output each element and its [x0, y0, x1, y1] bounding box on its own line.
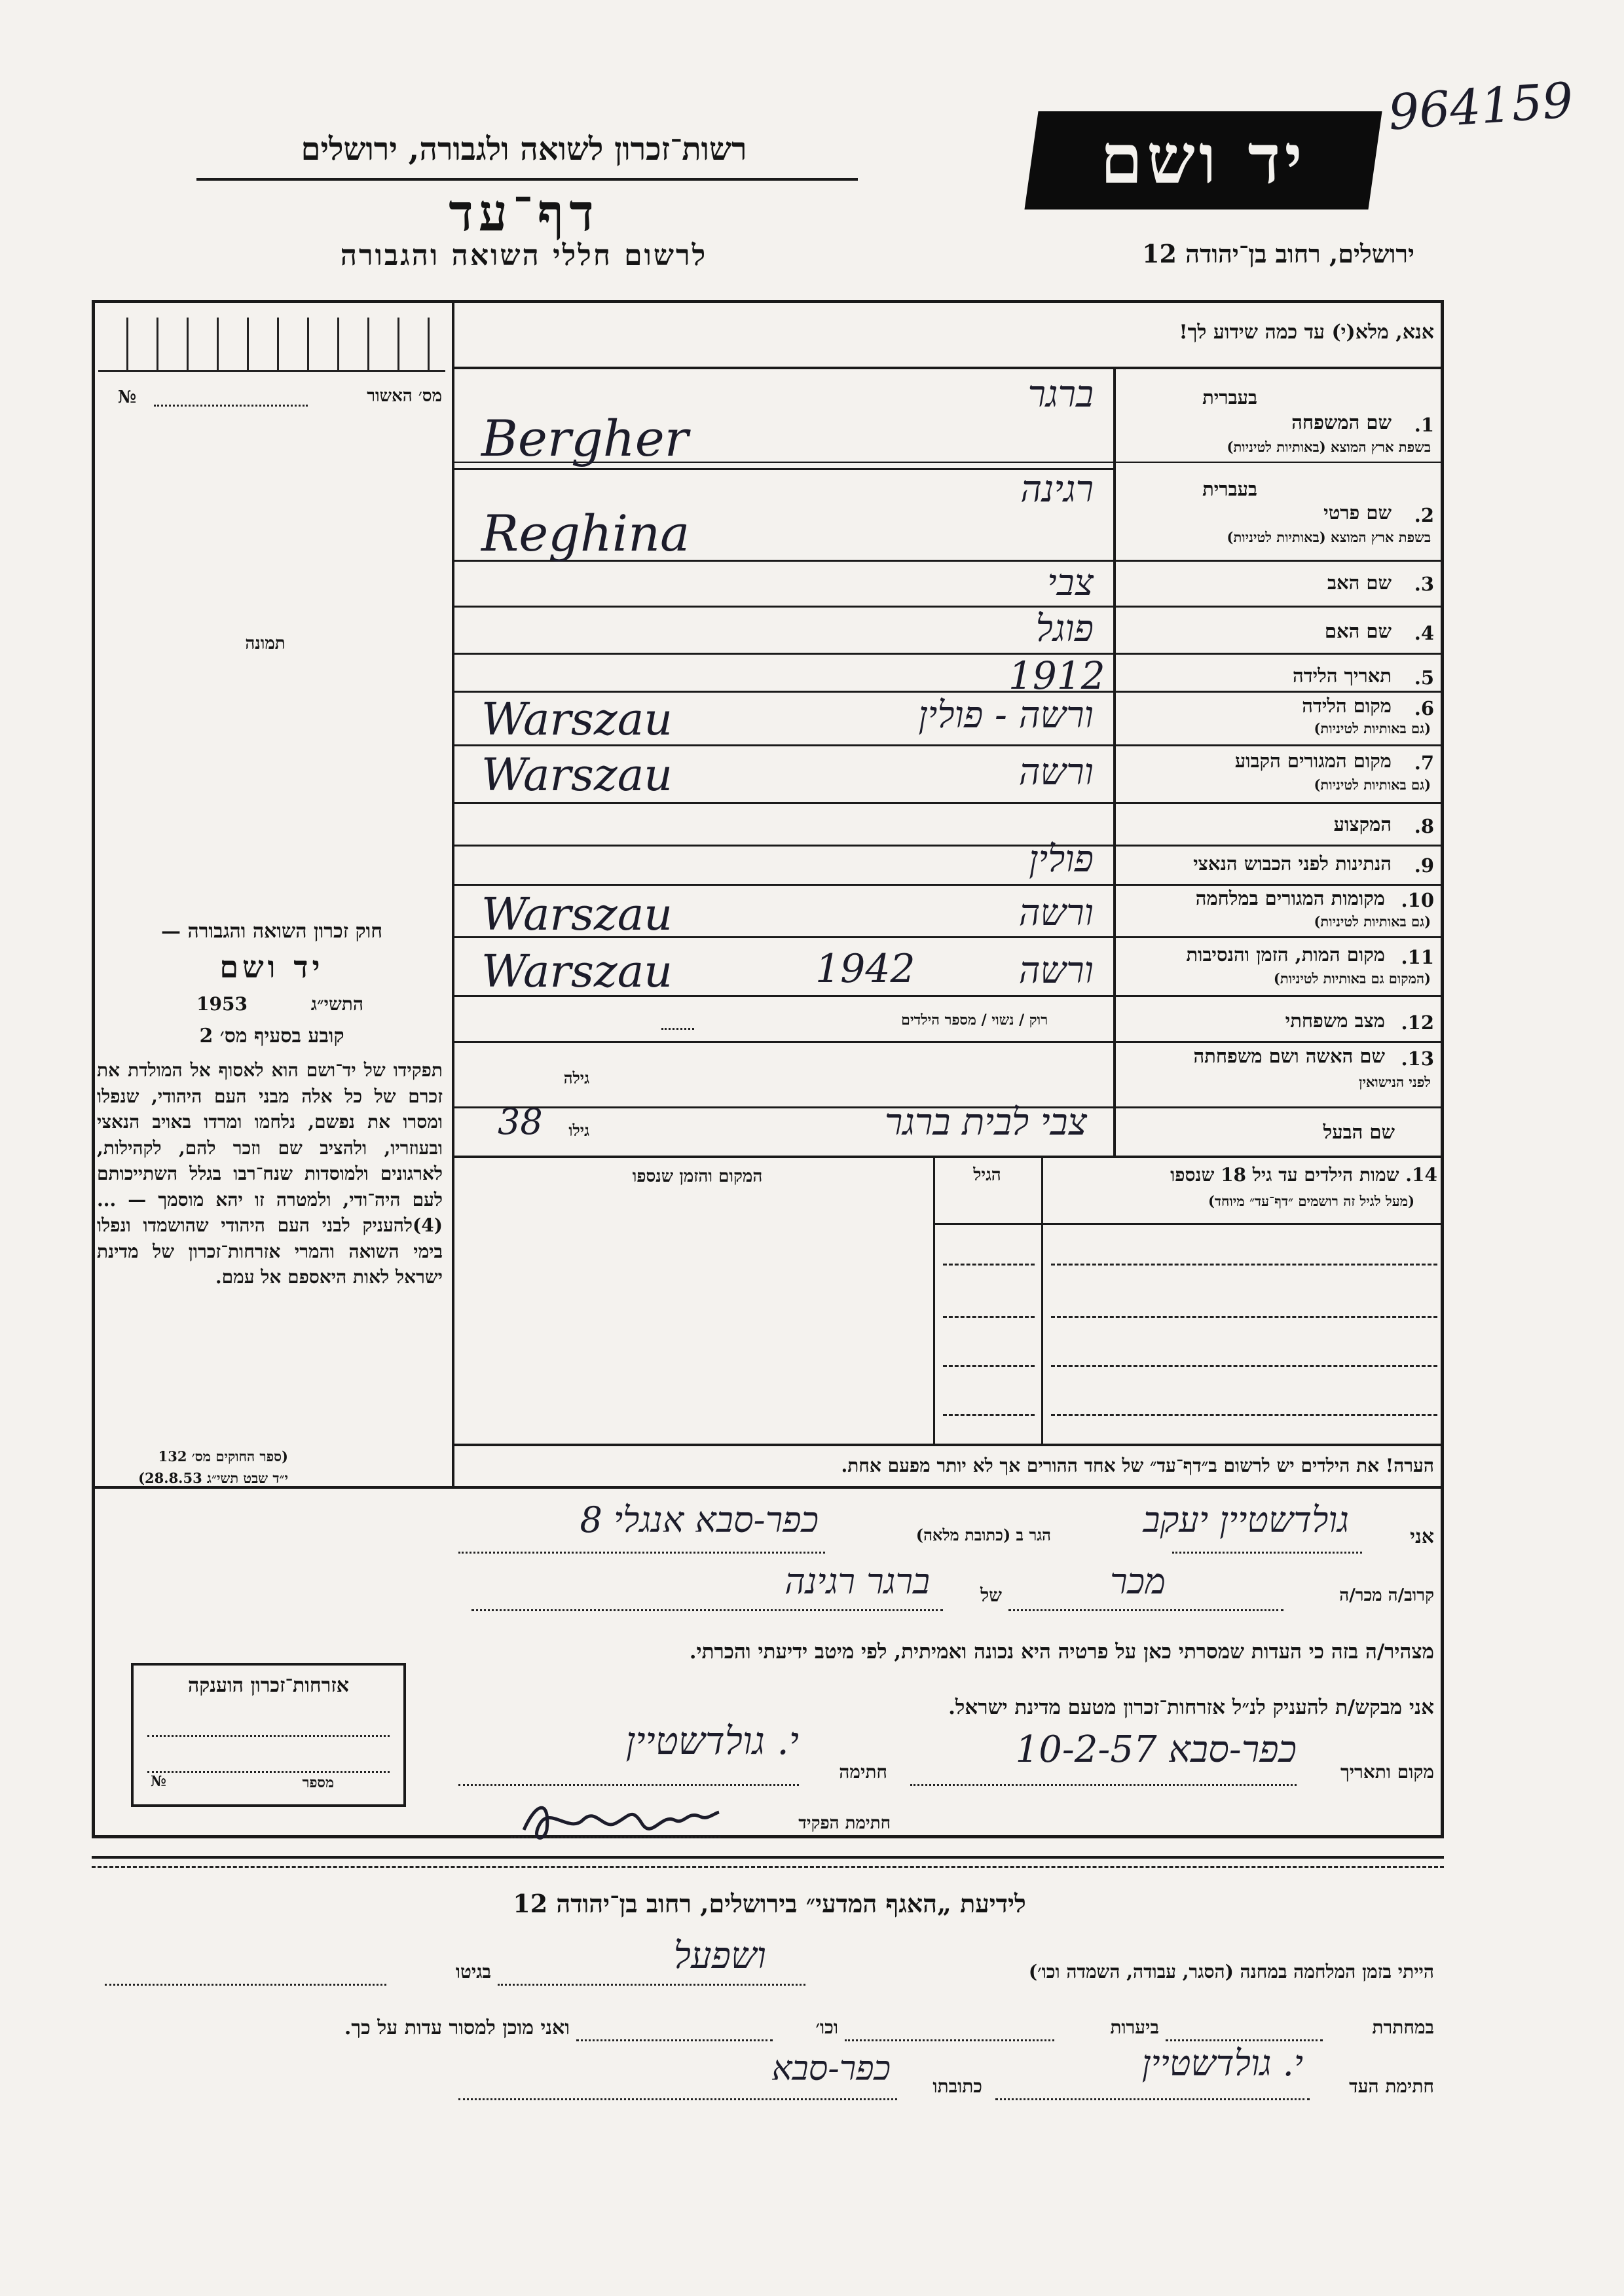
law-text: תפקידו של יד־ושם הוא לאסוף אל המולדת את זכרם של כל אלה מבני העם היהודי, שנפלו ומסרו את נפשם, נלחמו ומרדו באויב הנאצי ובעוזריו, ולהציב שם וזכר להם, לקהילות, לארגונים ולמוסדות שנח־רבו בגלל השתייכותם לעם היה־ודי, ולמטרה זו יהא מוסמך — ...(4)להעניק לבני העם היהודי שהושמדו ונפלו בימי השואה והמרי אזרחות־זכרון של מדינת ישראל לאות היאספם אל עמם. [97, 1059, 443, 1288]
footer-line1-a: הייתי בזמן המלחמה במחנה (הסגר, עבודה, השמדה וכו׳) [1028, 1961, 1434, 1982]
field-9-hebrew: פולין [1029, 838, 1094, 881]
field-1-latin: Bergher [481, 409, 689, 467]
divider [454, 367, 1444, 369]
field-6-latin: Warszau [481, 694, 673, 746]
row-line [454, 884, 1444, 886]
field-11-num: 11. [1401, 946, 1434, 968]
law-section: קובע בסעיף מס׳ 2 [199, 1025, 344, 1048]
table-col-divider [933, 1156, 935, 1444]
hebrew-tag: בעברית [1202, 386, 1257, 409]
field-13-num: 13. [1401, 1048, 1434, 1070]
field-7-num: 7. [1414, 752, 1434, 774]
field-3-num: 3. [1414, 573, 1434, 595]
logo-text: יד ושם [1100, 118, 1306, 199]
field-7-sub: (גם באותיות לטיניות) [1314, 776, 1431, 793]
divider [92, 1866, 1444, 1872]
children-place-column: המקום והזמן שנספו [632, 1167, 763, 1186]
form-title: דף־עד [449, 183, 599, 243]
field-10-num: 10. [1401, 889, 1434, 911]
decl-request: אני מבקש/ת להעניק לנ״ל אזרחות־זכרון מטעם מדינת ישראל. [948, 1696, 1434, 1719]
column-divider [452, 300, 454, 1444]
line [458, 2098, 897, 2100]
decl-of: של [980, 1584, 1002, 1606]
husband-value: צבי לבית ברגר [884, 1101, 1087, 1144]
decl-ani: אני [1410, 1525, 1434, 1548]
citizenship-number-label: מספר [302, 1774, 334, 1791]
address: ירושלים, רחוב בן־יהודה 12 [1142, 239, 1414, 268]
field-11-hebrew: ורשה [1018, 949, 1094, 992]
field-10-sub: (גם באותיות לטיניות) [1314, 913, 1431, 930]
field-1-sub: בשפת ארץ המוצא (באותיות לטיניות) [1227, 439, 1431, 455]
field-2-sub: בשפת ארץ המוצא (באותיות לטיניות) [1227, 529, 1431, 545]
field-10-label: מקומות המגורים במלחמה [1195, 887, 1385, 909]
field-5-date: 1912 [1008, 653, 1105, 698]
law-reference-2: י״ד שבט תשי״ג 28.8.53) [138, 1470, 288, 1486]
citizenship-box-title: אזרחות־זכרון הוענקה [187, 1674, 350, 1697]
table-row-line [943, 1365, 1035, 1367]
field-1-num: 1. [1414, 414, 1434, 436]
label-divider [1113, 367, 1116, 1157]
approval-boxes [98, 318, 445, 372]
line [471, 1609, 943, 1611]
field-11-sub: (המקום גם באותיות לטיניות) [1273, 970, 1431, 987]
row-line [454, 1156, 1444, 1158]
children-label: 14. שמות הילדים עד גיל 18 שנספו [1170, 1164, 1437, 1186]
line [845, 2039, 1054, 2041]
official-signature-label: חתימת הפקיד [798, 1813, 891, 1833]
official-signature-scribble [511, 1794, 727, 1846]
decl-statement: מצהיר/ה בזה כי העדות שמסרתי כאן על פרטיה היא נכונה ואמיתית, לפי מיטב ידיעתי והכרתי. [689, 1640, 1434, 1664]
line [1008, 1609, 1283, 1611]
footer-line1-b: בגיטו [455, 1961, 491, 1982]
footer-line2-d: ואני מוכן למסור עדות על כך. [344, 2016, 570, 2039]
footer-line2-b: ביערות [1110, 2016, 1159, 2038]
row-line [454, 653, 1444, 655]
field-2-latin: Reghina [481, 504, 690, 562]
place-date-value: כפר-סבא 10-2-57 [1015, 1728, 1297, 1771]
children-count-line [661, 1028, 694, 1030]
table-row-line [943, 1414, 1035, 1416]
law-year: 1953 [196, 993, 248, 1015]
divider [452, 1444, 454, 1487]
table-row-line [943, 1316, 1035, 1318]
field-2-num: 2. [1414, 504, 1434, 526]
decl-person: ברגר רגינה [784, 1561, 930, 1602]
divider [92, 1856, 1444, 1859]
husband-age-label: גילו [568, 1121, 589, 1140]
footer-line2-c: וכו׳ [815, 2016, 838, 2038]
form-subtitle: לרשום חללי השואה והגבורה [340, 239, 708, 272]
line [147, 1771, 390, 1773]
field-3-hebrew: צבי [1046, 562, 1094, 604]
signature-label: חתימה [839, 1761, 887, 1783]
field-8-label: המקצוע [1333, 813, 1392, 835]
table-row-line [1051, 1316, 1437, 1318]
children-age-column: הגיל [973, 1165, 1001, 1185]
decl-gar-b: הגר ב (כתובת מלאה) [915, 1525, 1051, 1544]
intro-text: אנא, מלא(י) עד כמה שידוע לך! [1179, 321, 1434, 344]
row-line [454, 691, 1444, 693]
field-7-latin: Warszau [481, 750, 673, 801]
signature-value: י. גולדשטיין [625, 1719, 799, 1763]
table-header-line [933, 1223, 1444, 1225]
field-7-hebrew: ורשה [1018, 751, 1094, 793]
law-logo: יד ושם [219, 949, 324, 985]
line [1166, 2039, 1323, 2041]
divider [196, 178, 858, 181]
children-sub: (מעל לגיל זה רושמים ״דף־עד״ מיוחד) [1208, 1193, 1414, 1209]
approval-number-line [154, 405, 308, 407]
field-12-label: מצב משפחתי [1285, 1010, 1385, 1032]
field-4-label: שם האם [1324, 620, 1392, 642]
authority-line: רשות־זכרון לשואה ולגבורה, ירושלים [301, 131, 747, 168]
field-3-label: שם האב [1327, 572, 1392, 594]
field-13-sub: לפני הנישואין [1359, 1074, 1431, 1090]
field-6-num: 6. [1414, 697, 1434, 720]
field-2-label: שם פרטי [1323, 501, 1392, 524]
law-reference-1: (ספר החוקים מס׳ 132 [158, 1448, 288, 1465]
decl-address: כפר-סבא אנגלי 8 [580, 1499, 819, 1540]
husband-age: 38 [498, 1101, 543, 1142]
place-date-label: מקום ותאריך [1340, 1761, 1434, 1783]
footer-line3-address: כפר-סבא [771, 2049, 891, 2088]
divider [454, 1444, 1444, 1446]
wife-age-label: גילה [563, 1068, 589, 1087]
line [147, 1735, 390, 1737]
table-row-line [1051, 1264, 1437, 1266]
decl-name: גולדשטיין יעקב [1143, 1499, 1349, 1540]
field-11-label: מקום המות, הזמן והנסיבות [1186, 943, 1385, 966]
approval-number-label: מס׳ האשור [367, 386, 442, 406]
line [1172, 1552, 1362, 1554]
divider [92, 1486, 1444, 1489]
table-row-line [1051, 1414, 1437, 1416]
citizenship-no-mark: № [151, 1773, 166, 1790]
field-11-latin: Warszau [481, 946, 673, 998]
husband-label: שם הבעל [1323, 1121, 1395, 1143]
field-9-num: 9. [1414, 854, 1434, 877]
line [995, 2098, 1310, 2100]
field-10-latin: Warszau [481, 889, 673, 941]
line [498, 1984, 805, 1986]
field-6-sub: (גם באותיות לטיניות) [1314, 720, 1431, 737]
field-8-num: 8. [1414, 815, 1434, 837]
footer-line2-a: במחתרת [1372, 2016, 1434, 2038]
law-title: חוק זכרון השואה והגבורה — [161, 920, 382, 943]
footer-title: לידיעת „האגף המדעי״ בירושלים, רחוב בן־יהודה 12 [513, 1889, 1026, 1918]
field-1-label: שם המשפחה [1291, 411, 1392, 433]
archive-number: 964159 [1386, 72, 1576, 141]
no-mark: № [118, 388, 137, 407]
field-7-label: מקום המגורים הקבוע [1234, 750, 1392, 772]
line [458, 1552, 825, 1554]
footer-line1-value: ושפעל [673, 1935, 766, 1977]
field-6-label: מקום הלידה [1302, 695, 1392, 717]
marital-options: רוק / נשוי / מספר הילדים [901, 1011, 1048, 1029]
children-note: הערה! את הילדים יש לרשום ב״דף־עד״ של אחד ההורים אך לא יותר מפעם אחת. [841, 1455, 1434, 1476]
footer-line3-a: חתימת העד [1349, 2075, 1434, 2097]
field-10-hebrew: ורשה [1018, 892, 1094, 934]
decl-relative-label: קרוב/ה מכר/ה [1339, 1586, 1434, 1605]
row-line [454, 1041, 1444, 1043]
field-4-num: 4. [1414, 622, 1434, 644]
field-2-hebrew: רגינה [1020, 468, 1094, 511]
photo-label: תמונה [245, 634, 286, 653]
law-year-heb: התשי״ג [310, 993, 363, 1015]
field-5-label: תאריך הלידה [1293, 665, 1392, 687]
hebrew-tag: בעברית [1202, 478, 1257, 500]
field-9-label: הנתינות לפני הכבוש הנאצי [1193, 852, 1392, 875]
line [576, 2039, 773, 2041]
table-row-line [1051, 1365, 1437, 1367]
row-line [454, 802, 1444, 804]
table-row-line [943, 1264, 1035, 1266]
field-11-year: 1942 [815, 946, 915, 992]
field-4-hebrew: פוגל [1035, 608, 1094, 650]
field-12-num: 12. [1401, 1011, 1434, 1034]
field-13-label: שם האשה ושם משפחתה [1193, 1045, 1385, 1067]
field-1-hebrew: ברגר [1027, 373, 1094, 416]
footer-line3-b: כתובתו [932, 2075, 982, 2097]
line [105, 1984, 386, 1986]
field-6-hebrew: ורשה - פולין [918, 694, 1094, 737]
line [910, 1784, 1297, 1786]
decl-relation: מכר [1110, 1561, 1166, 1602]
footer-witness-signature: י. גולדשטיין [1141, 2043, 1303, 2084]
line [458, 1784, 799, 1786]
field-5-num: 5. [1414, 666, 1434, 689]
table-col-divider [1041, 1156, 1043, 1444]
